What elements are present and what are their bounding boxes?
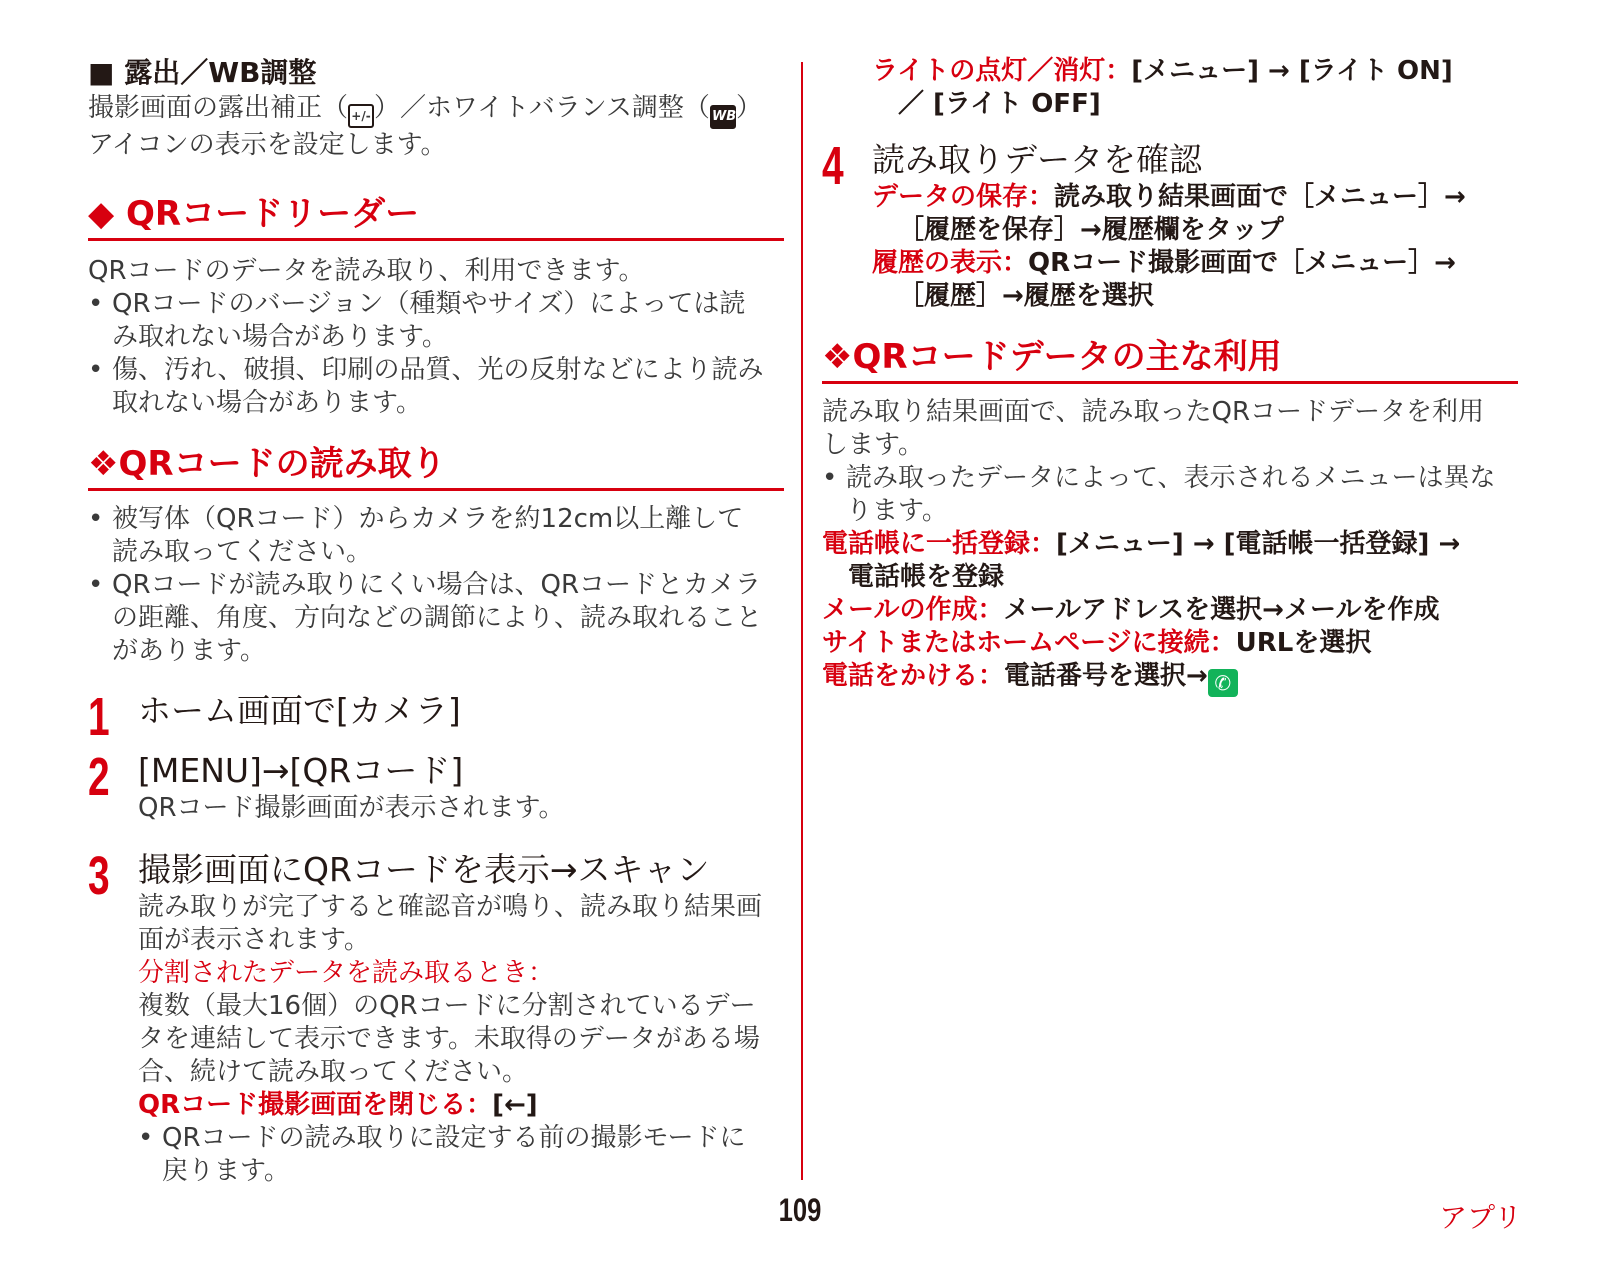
white-balance-icon: WB [710,105,736,129]
qr-reader-intro: QRコードのデータを読み取り、利用できます。 [88,256,645,286]
step-number: 2 [88,747,110,807]
split-data-label: 分割されたデータを読み取るとき： [138,958,555,988]
usage-item: 電話をかける：電話番号を選択→ ✆ [822,660,1518,697]
light-label: ライトの点灯／消灯： [872,56,1132,86]
step-number: 4 [822,136,844,196]
phone-icon: ✆ [1208,669,1238,697]
exposure-line1: 撮影画面の露出補正（ +/- ）／ホワイトバランス調整（ WB） [88,92,784,129]
exposure-compensation-icon: +/- [348,104,374,128]
close-screen-value: [←] [492,1090,538,1120]
step-3 [88,846,784,1188]
exposure-line2: アイコンの表示を設定します。 [88,130,447,160]
list-item: • 被写体（QRコード）からカメラを約12cm以上離して 読み取ってください。 [88,504,744,567]
qr-reading-title: ❖QRコードの読み取り [88,442,784,491]
list-item: • 傷、汚れ、破損、印刷の品質、光の反射などにより読み 取れない場合があります。 [88,355,764,418]
history-line: 履歴の表示：QRコード撮影画面で［メニュー］→ [872,248,1456,278]
step-description: 面が表示されます。 [138,925,370,955]
step-2 [88,747,784,825]
section-label: アプリ [1439,1201,1522,1234]
step-title: ホーム画面で[カメラ] [138,691,461,730]
qr-usage-title: ❖QRコードデータの主な利用 [822,335,1518,384]
list-item: • QRコードの読み取りに設定する前の撮影モードに 戻ります。 [138,1123,746,1186]
close-screen-label: QRコード撮影画面を閉じる： [138,1090,493,1120]
usage-intro: します。 [822,430,924,460]
close-screen-line [138,1089,784,1122]
save-data-line: データの保存：読み取り結果画面で［メニュー］→ [872,182,1466,212]
step-number: 3 [88,846,110,906]
usage-item: 電話帳に一括登録：[メニュー] → [電話帳一括登録] → [822,529,1461,559]
usage-item: サイトまたはホームページに接続：URLを選択 [822,628,1372,658]
list-item: • QRコードが読み取りにくい場合は、QRコードとカメラ の距離、角度、方向などの調節により、読み取れること があります。 [88,570,763,666]
left-column [88,55,784,1188]
split-data-text: タを連結して表示できます。未取得のデータがある場 [138,1024,760,1054]
page-number: 109 [778,1192,822,1228]
column-divider [801,62,803,1180]
step-1 [88,687,784,747]
list-item: • 読み取ったデータによって、表示されるメニューは異な ります。 [822,463,1496,526]
right-column: ライトの点灯／消灯：[メニュー] → [ライト ON] ／ [ライト OFF] 4 読み取りデータを確認 データの保存：読み取り結果画面で［メニュー］→ ［履歴を保存］→履歴欄をタップ 履歴の表示：QRコード撮影画面で［メニュー］→ ［履歴］→履歴を選択 ❖QRコードデータの主な利用 読み取り結果画面で、読み取ったQRコードデータを利用 します。 • 読み取ったデータによって、表示されるメニューは異な ります。 電話帳に一括登録：[メニュー] → [電話帳一括登録] → 電話帳を登録 メールの作成：メールアドレスを選択→メールを作成 サイトまたはホームページに接続：URLを選択 電話をかける：電話番号を選択→ ✆ [822,55,1518,697]
list-item: • QRコードのバージョン（種類やサイズ）によっては読 み取れない場合があります。 [88,289,746,352]
light-line: ライトの点灯／消灯：[メニュー] → [ライト ON] [872,56,1453,86]
light-line-2: ／ [ライト OFF] [898,89,1101,119]
step-title: 撮影画面にQRコードを表示→スキャン [138,850,710,889]
step-description: QRコード撮影画面が表示されます。 [138,793,565,823]
qr-reader-title: ◆ QRコードリーダー [88,192,784,241]
step-title: 読み取りデータを確認 [872,140,1202,179]
split-data-text: 合、続けて読み取ってください。 [138,1057,529,1087]
exposure-heading: ■ 露出／WB調整 [88,56,317,89]
split-data-text: 複数（最大16個）のQRコードに分割されているデー [138,991,756,1021]
usage-intro: 読み取り結果画面で、読み取ったQRコードデータを利用 [822,397,1485,427]
usage-item: メールの作成：メールアドレスを選択→メールを作成 [822,595,1440,625]
step-number: 1 [88,687,110,747]
step-4: 4 読み取りデータを確認 データの保存：読み取り結果画面で［メニュー］→ ［履歴を保存］→履歴欄をタップ 履歴の表示：QRコード撮影画面で［メニュー］→ ［履歴］→履歴を選択 [822,139,1518,313]
step-description: 読み取りが完了すると確認音が鳴り、読み取り結果画 [138,892,763,922]
step-title: [MENU]→[QRコード] [138,751,464,790]
